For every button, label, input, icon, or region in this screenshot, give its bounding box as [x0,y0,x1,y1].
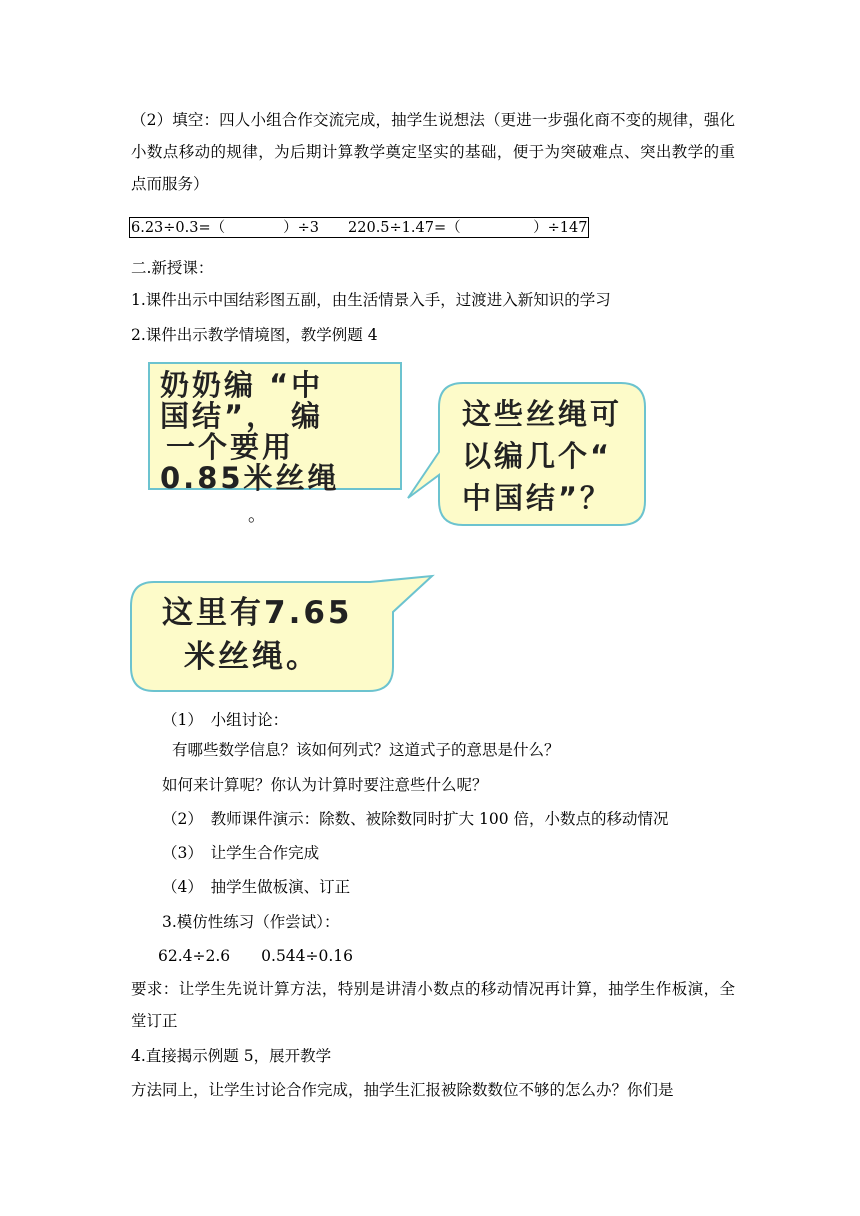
note-line: 奶奶编 “中 [160,368,324,402]
step-item: （4） 抽学生做板演、订正 [162,878,351,896]
example-heading: 4.直接揭示例题 5，展开教学 [131,1047,332,1065]
step-question: 如何来计算呢？你认为计算时要注意些什么呢？ [162,776,488,794]
step-item: （1） 小组讨论： [162,711,289,729]
example-method: 方法同上，让学生讨论合作完成，抽学生汇报被除数数位不够的怎么办？你们是 [131,1081,674,1099]
formula-box: 6.23÷0.3=（ ）÷3 220.5÷1.47=（ ）÷147 [129,217,589,238]
step-item: （2） 教师课件演示：除数、被除数同时扩大 100 倍，小数点的移动情况 [162,810,669,828]
step-question: 有哪些数学信息？该如何列式？这道式子的意思是什么？ [172,741,560,759]
practice-exercises: 62.4÷2.6 0.544÷0.16 [158,947,354,965]
bubble-left-line: 这里有7.65 [162,595,353,631]
bubble-right-line: 中国结”？ [462,481,613,515]
note-line: 国结”， 编 [160,399,324,433]
intro-paragraph: （2）填空：四人小组合作交流完成，抽学生说想法（更进一步强化商不变的规律，强化小数点移动的规律，为后期计算教学奠定坚实的基础，便于为突破难点、突出教学的重点而服务） [131,111,735,193]
bubble-right-line: 这些丝绳可 [462,397,623,431]
stray-period: 。 [248,505,266,526]
note-line: 0.85米丝绳 [160,461,340,495]
story-note-card [148,362,402,495]
section-heading: 二.新授课： [131,259,214,277]
bubble-left-line: 米丝绳。 [184,639,320,675]
step-item: （3） 让学生合作完成 [162,844,320,862]
bubble-right-line: 以编几个“ [462,439,613,473]
list-item: 1.课件出示中国结彩图五副，由生活情景入手，过渡进入新知识的学习 [131,291,611,309]
list-item: 2.课件出示教学情境图，教学例题 4 [131,326,378,344]
practice-heading: 3.模仿性练习（作尝试）： [162,913,340,931]
practice-requirement: 要求：让学生先说计算方法，特别是讲清小数点的移动情况再计算，抽学生作板演，全堂订正 [131,980,735,1030]
note-line: 一个要用 [166,430,295,464]
